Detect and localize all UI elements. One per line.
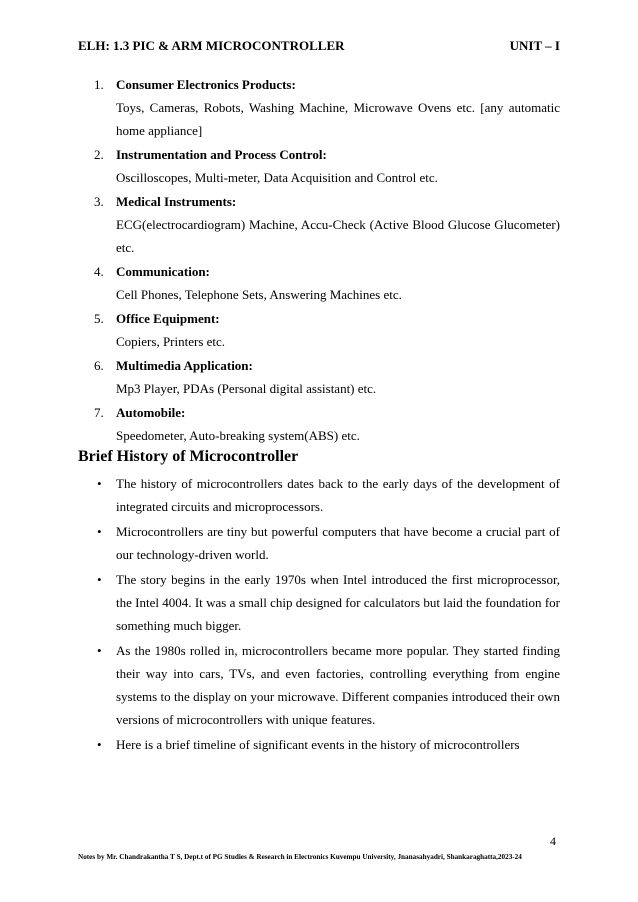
bullet-item	[78, 520, 560, 566]
bullet-icon: •	[97, 737, 102, 752]
bullet-text: As the 1980s rolled in, microcontrollers became more popular. They started finding their way into cars, TVs, and even factories, controlling everything from engine systems to the display on your microwave. Different companies introduced their own versions of microcontrollers with unique features.	[116, 643, 560, 727]
page-number: 4	[550, 834, 556, 848]
item-title: Office Equipment:	[116, 311, 220, 326]
bullet-text: The story begins in the early 1970s when Intel introduced the first microprocessor, the Intel 4004. It was a small chip designed for calculators but laid the foundation for something much bigger.	[116, 572, 560, 633]
bullet-icon: •	[97, 524, 102, 539]
bullet-text: Microcontrollers are tiny but powerful computers that have become a crucial part of our technology-driven world.	[116, 524, 560, 562]
header-unit: UNIT – I	[509, 38, 560, 53]
page-header	[78, 38, 560, 54]
list-item	[78, 402, 560, 447]
bullet-item	[78, 472, 560, 518]
item-description: Toys, Cameras, Robots, Washing Machine, Microwave Ovens etc. [any automatic home appliance]	[116, 100, 560, 138]
item-description: Oscilloscopes, Multi-meter, Data Acquisition and Control etc.	[116, 170, 438, 185]
header-course-title: ELH: 1.3 PIC & ARM MICROCONTROLLER	[78, 38, 345, 53]
item-title: Communication:	[116, 264, 210, 279]
item-description: Cell Phones, Telephone Sets, Answering Machines etc.	[116, 287, 402, 302]
item-description: Mp3 Player, PDAs (Personal digital assistant) etc.	[116, 381, 377, 396]
item-number: 3.	[94, 194, 104, 209]
page-footer: Notes by Mr. Chandrakantha T S, Dept.t of PG Studies & Research in Electronics Kuvempu University, Jnanasahyadri, Shankaraghatta,2023-24	[78, 853, 522, 861]
item-number: 5.	[94, 311, 104, 326]
item-title: Multimedia Application:	[116, 358, 253, 373]
item-title: Automobile:	[116, 405, 186, 420]
item-title: Consumer Electronics Products:	[116, 77, 296, 92]
item-title: Instrumentation and Process Control:	[116, 147, 327, 162]
applications-list	[78, 74, 560, 447]
history-bullet-list	[78, 472, 560, 758]
item-number: 2.	[94, 147, 104, 162]
bullet-icon: •	[97, 572, 102, 587]
item-description: Copiers, Printers etc.	[116, 334, 226, 349]
bullet-text: The history of microcontrollers dates back to the early days of the development of integrated circuits and microprocessors.	[116, 476, 560, 514]
list-item	[78, 191, 560, 259]
bullet-item	[78, 639, 560, 731]
item-number: 6.	[94, 358, 104, 373]
section-heading: Brief History of Microcontroller	[78, 448, 299, 465]
bullet-item	[78, 733, 560, 756]
item-description: Speedometer, Auto-breaking system(ABS) etc.	[116, 428, 360, 443]
bullet-icon: •	[97, 476, 102, 491]
bullet-text: Here is a brief timeline of significant events in the history of microcontrollers	[116, 737, 520, 752]
list-item	[78, 355, 560, 400]
list-item	[78, 308, 560, 353]
item-title: Medical Instruments:	[116, 194, 237, 209]
item-description: ECG(electrocardiogram) Machine, Accu-Check (Active Blood Glucose Glucometer) etc.	[116, 217, 560, 255]
bullet-item	[78, 568, 560, 637]
list-item	[78, 261, 560, 306]
list-item	[78, 74, 560, 142]
item-number: 1.	[94, 77, 104, 92]
item-number: 7.	[94, 405, 104, 420]
list-item	[78, 144, 560, 189]
bullet-icon: •	[97, 643, 102, 658]
item-number: 4.	[94, 264, 104, 279]
